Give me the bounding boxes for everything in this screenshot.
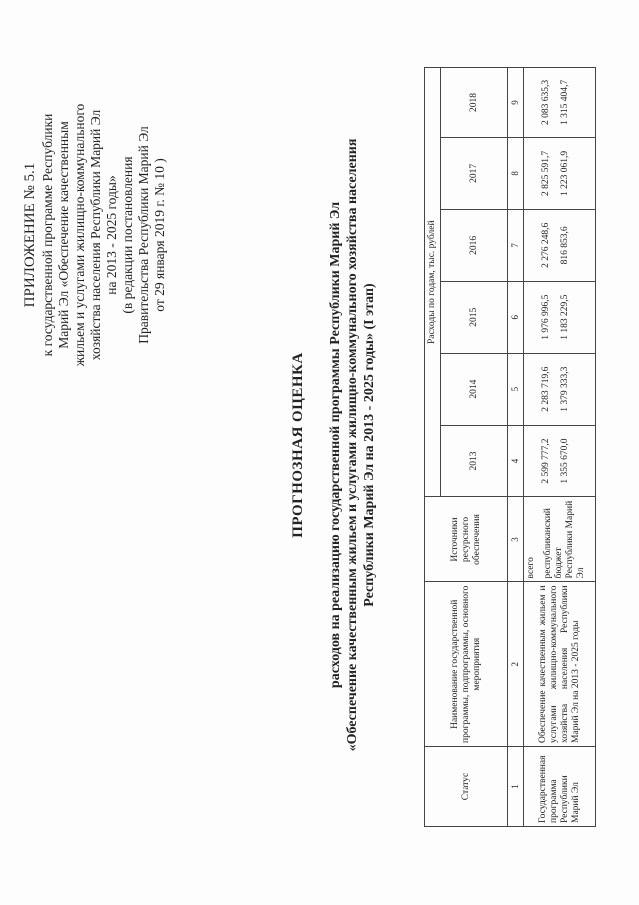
column-number: 1 (508, 747, 524, 827)
column-number: 3 (508, 497, 524, 582)
row-sources (524, 497, 596, 582)
table-row (524, 68, 596, 827)
header-name: Наименование государственной программы, подпрограммы, основного мероприятия (425, 582, 508, 747)
row-status: Государственная программа Республики Марий Эл (524, 747, 596, 827)
total-value: 2 599 777,2 (540, 438, 551, 484)
row-name: Обеспечение качественным жильем и услугами жилищно-коммунального хозяйства населения Республики Марий Эл на 2013 - 2025 годы (524, 582, 596, 747)
appendix-line: жильем и услугами жилищно-коммунального (72, 103, 87, 367)
header-year: 2016 (441, 209, 508, 281)
document-title: ПРОГНОЗНАЯ ОЦЕНКА (290, 352, 306, 538)
appendix-line: хозяйства населения Республики Марий Эл (88, 109, 103, 361)
column-number: 9 (508, 68, 524, 138)
column-number: 7 (508, 209, 524, 281)
header-year: 2014 (441, 353, 508, 425)
total-value: 2 825 591,7 (540, 150, 551, 196)
header-status: Статус (425, 747, 508, 827)
appendix-line: на 2013 - 2025 годы» (104, 175, 119, 295)
header-row (425, 68, 441, 827)
republic-value: 1 315 404,7 (559, 79, 570, 126)
header-sources: Источники ресурсного обеспечения (425, 497, 508, 582)
header-year: 2017 (441, 137, 508, 209)
header-year: 2015 (441, 281, 508, 353)
document-heading (290, 135, 378, 755)
column-number: 6 (508, 281, 524, 353)
republic-value: 1 355 670,0 (559, 438, 570, 484)
total-value: 2 083 635,3 (540, 79, 551, 126)
heading-line: «Обеспечение качественным жильем и услугами жилищно-коммунального хозяйства населения (345, 138, 360, 752)
value-cell-2017 (524, 137, 596, 209)
expense-table (424, 67, 596, 827)
column-number: 2 (508, 582, 524, 747)
appendix-line: к государственной программе Республики (40, 113, 55, 357)
header-year: 2018 (441, 68, 508, 138)
source-total-label: всего (526, 557, 536, 579)
total-value: 2 283 719,6 (540, 366, 551, 412)
value-cell-2013 (524, 425, 596, 497)
source-republic-label: республиканский бюджет Республики Марий Эл (543, 500, 586, 579)
header-expenses: Расходы по годам, тыс. рублей (425, 68, 441, 498)
value-cell-2015 (524, 281, 596, 353)
value-cell-2018 (524, 68, 596, 138)
republic-value: 816 853,6 (559, 226, 570, 265)
column-number: 4 (508, 425, 524, 497)
column-number-row (508, 68, 524, 827)
column-number: 8 (508, 137, 524, 209)
appendix-title: ПРИЛОЖЕНИЕ № 5.1 (22, 162, 38, 308)
appendix-line: Правительства Республики Марий Эл (136, 126, 151, 344)
appendix-line: от 29 января 2019 г. № 10 ) (152, 158, 167, 312)
column-number: 5 (508, 353, 524, 425)
appendix-block (22, 65, 168, 405)
heading-line: Республики Марий Эл на 2013 - 2025 годы» (I этап) (362, 283, 377, 607)
value-cell-2014 (524, 353, 596, 425)
header-year: 2013 (441, 425, 508, 497)
total-value: 1 976 996,5 (540, 294, 551, 340)
value-cell-2016 (524, 209, 596, 281)
heading-line: расходов на реализацию государственной программы Республики Марий Эл (328, 201, 343, 689)
total-value: 2 276 248,6 (540, 222, 551, 268)
republic-value: 1 183 229,5 (559, 294, 570, 340)
republic-value: 1 379 333,3 (559, 366, 570, 412)
appendix-line: Марий Эл «Обеспечение качественным (56, 121, 71, 349)
appendix-line: (в редакции постановления (120, 156, 135, 314)
republic-value: 1 223 061,9 (559, 150, 570, 196)
